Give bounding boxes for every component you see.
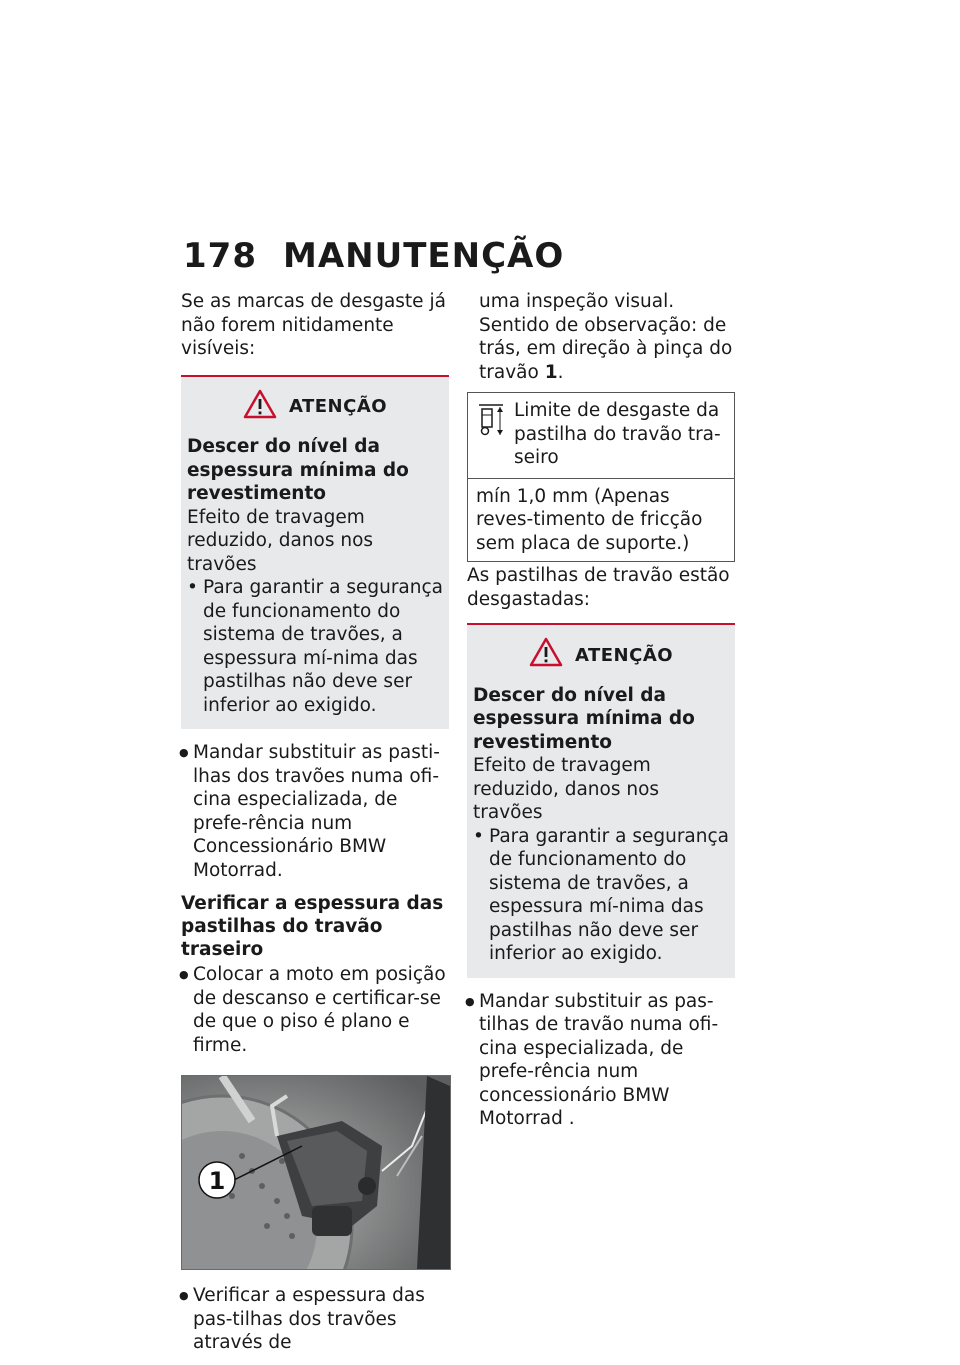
warning-header	[187, 389, 443, 426]
continuation-text: uma inspeção visual. Sentido de observação: de trás, em direção à pinça do travão 1.	[479, 291, 733, 383]
warning-title: ATENÇÃO	[288, 396, 388, 417]
page-header	[183, 236, 564, 276]
warning-list	[187, 576, 443, 717]
step-list	[467, 990, 735, 1131]
step-list	[181, 1284, 449, 1355]
warning-bullet: • Para garantir a segurança de funcionamento do sistema de travões, a espessura mí-nima das pastilhas não deve ser inferior ao exigido.	[473, 825, 729, 966]
brake-pad-thickness-icon	[476, 399, 514, 470]
warning-heading: Descer do nível da espessura mínima do revestimento	[187, 436, 409, 504]
page-number: 178	[183, 236, 257, 276]
spec-title-row	[468, 393, 734, 479]
warning-effect: Efeito de travagem reduzido, danos nos travões	[187, 506, 374, 575]
warning-triangle-icon	[529, 637, 563, 674]
warning-list	[473, 825, 729, 966]
spec-title: Limite de desgaste da pastilha do travão tra-seiro	[514, 400, 721, 468]
intro-text: Se as marcas de desgaste já não forem nitidamente visíveis:	[181, 291, 446, 359]
brake-caliper-photo	[181, 1075, 451, 1270]
warning-effect: Efeito de travagem reduzido, danos nos travões	[473, 755, 660, 823]
reference-number: 1	[544, 361, 558, 383]
step-list	[181, 741, 449, 882]
spec-value: mín 1,0 mm (Apenas reves-timento de fricção sem placa de suporte.)	[476, 485, 703, 554]
warning-header	[473, 637, 729, 674]
list-item: ● Mandar substituir as pasti-lhas dos travões numa ofi-cina especializada, de prefe-rência num Concessionário BMW Motorrad.	[181, 741, 449, 882]
worn-text: As pastilhas de travão estão desgastadas:	[467, 565, 730, 610]
right-column	[467, 290, 735, 1141]
warning-box	[181, 375, 449, 730]
list-item: ● Mandar substituir as pas-tilhas de travão numa ofi-cina especializada, de prefe-rência num concessionário BMW Motorrad .	[467, 990, 735, 1131]
list-item: ● Verificar a espessura das pas-tilhas dos travões através de	[181, 1284, 449, 1355]
warning-box	[467, 623, 735, 978]
list-item: ● Colocar a moto em posição de descanso e certificar-se de que o piso é plano e firme.	[181, 963, 449, 1057]
left-column	[181, 290, 449, 1365]
section-title: Verificar a espessura das pastilhas do travão traseiro	[181, 893, 444, 960]
spec-table	[467, 392, 735, 562]
warning-bullet: • Para garantir a segurança de funcionamento do sistema de travões, a espessura mí-nima das pastilhas não deve ser inferior ao exigido.	[187, 576, 443, 717]
warning-title: ATENÇÃO	[574, 644, 674, 666]
warning-triangle-icon	[243, 389, 277, 426]
step-list	[181, 963, 449, 1057]
photo-callout-label: 1	[208, 1167, 226, 1195]
chapter-title: MANUTENÇÃO	[283, 236, 565, 276]
warning-heading: Descer do nível da espessura mínima do revestimento	[473, 684, 695, 753]
